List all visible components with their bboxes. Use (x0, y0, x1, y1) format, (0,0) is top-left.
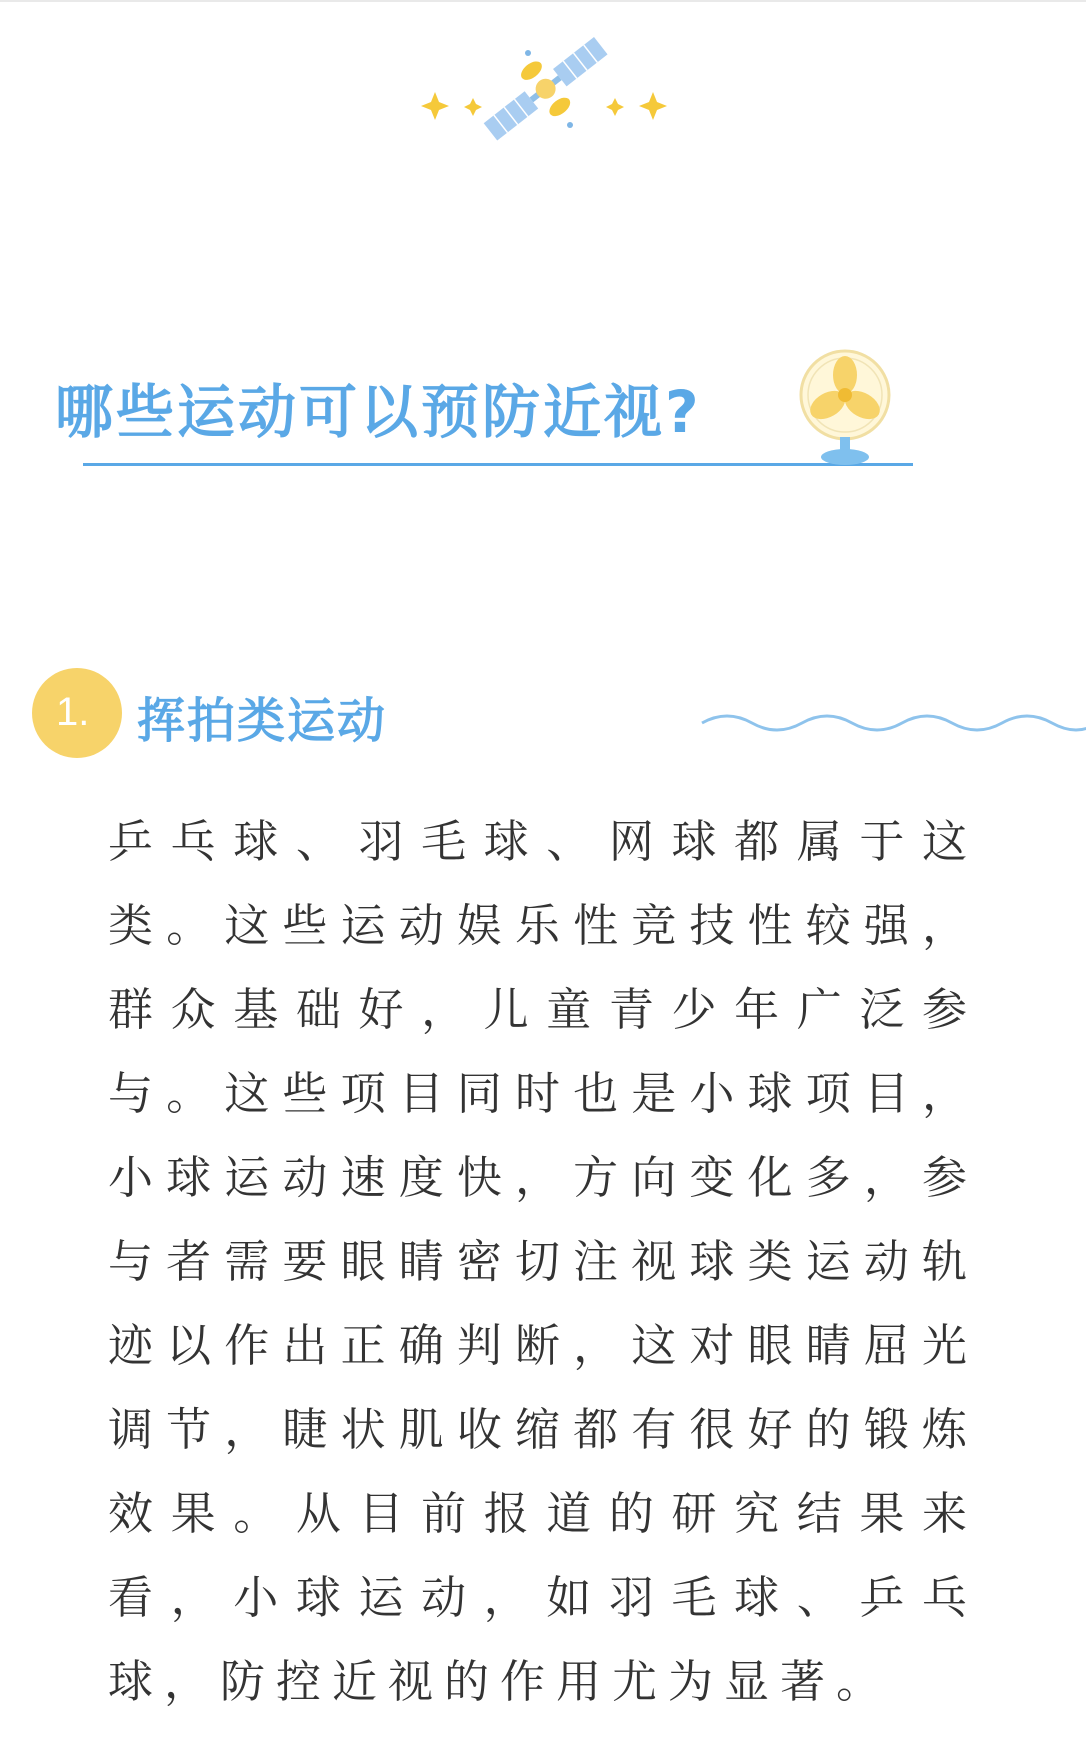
satellite-icon (405, 30, 685, 160)
section-number-badge (32, 668, 122, 758)
section-body: 乒乓球、羽毛球、网球都属于这类。这些运动娱乐性竞技性较强，群众基础好，儿童青少年广泛参与。这些项目同时也是小球项目，小球运动速度快，方向变化多，参与者需要眼睛密切注视球类运动轨迹以作出正确判断，这对眼睛屈光调节，睫状肌收缩都有很好的锻炼效果。从目前报道的研究结果来看，小球运动，如羽毛球、乒乓球，防控近视的作用尤为显著。 (108, 815, 978, 1708)
section-title: 挥拍类运动 (137, 693, 388, 749)
section-number: 1. (56, 690, 90, 734)
top-divider (0, 0, 1086, 2)
page-title: 哪些运动可以预防近视? (55, 378, 702, 446)
wave-divider (700, 708, 1086, 738)
section-header (32, 668, 1072, 760)
fan-icon (795, 345, 895, 470)
title-underline (83, 463, 913, 466)
title-block (55, 345, 915, 470)
